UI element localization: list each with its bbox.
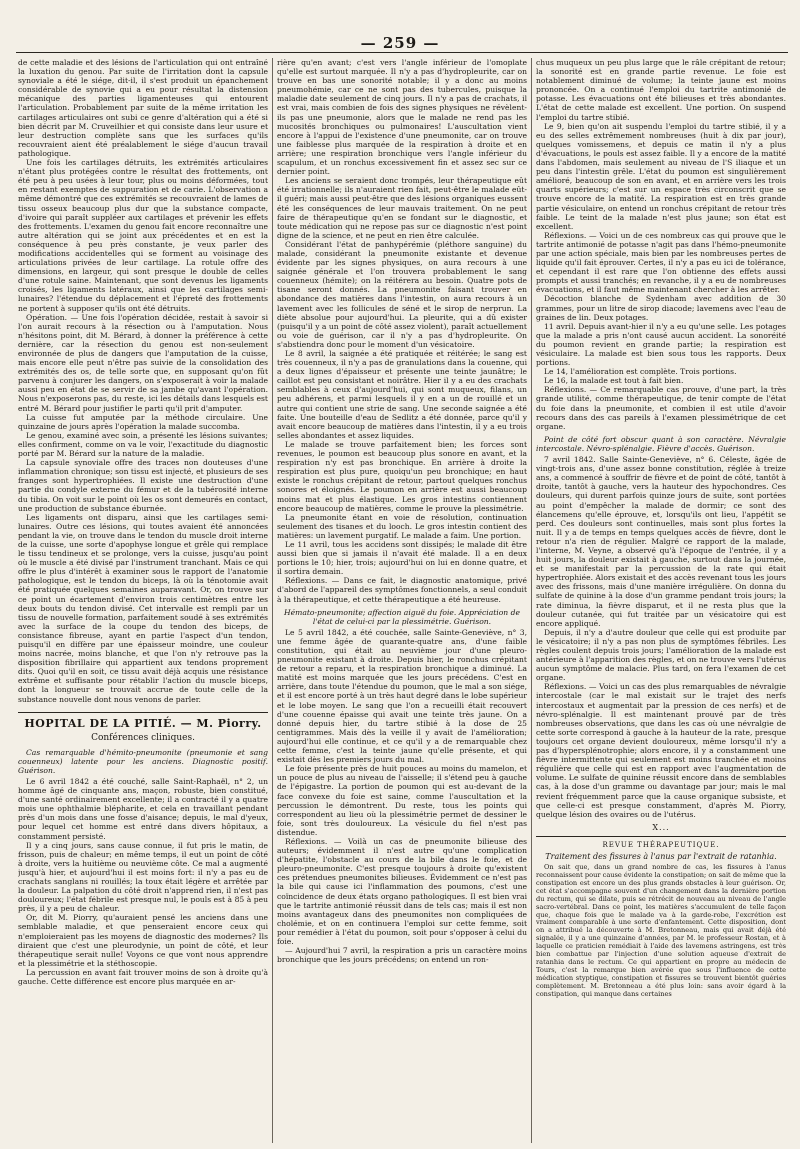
paragraph: La percussion en avant fait trouver moins de son à droite qu'à gauche. Cette différence est encore plus marquée en ar- (18, 967, 268, 986)
paragraph: de cette maladie et des lésions de l'articulation qui ont entraîné la luxation du genou. Par suite de l'irritation dont la capsule synoviale a été le siége, dit-il, il s'est produit un épanchement considérable de synovie qui a eu pour résultat la distension mécanique des parties ligamenteuses qui entourent l'articulation. Probablement par suite de la même irritation les cartilages articulaires ont subi ce genre d'altération qui a été si bien décrit par M. Cruveilhier et qui consiste dans leur usure et leur destruction complète sans que les surfaces qu'ils recouvraient aient été préalablement le siége d'aucun travail pathologique. (18, 58, 268, 158)
top-rule (16, 52, 788, 53)
paragraph: Les ligaments ont disparu, ainsi que les cartilages semi-lunaires. Outre ces lésions, qui toutes avaient été annoncées pendant la vie, on trouve dans le tendon du muscle droit interne de la cuisse, une sorte d'apophyse longue et grêle qui remplace le tissu tendineux et se prolonge, vers la cuisse, jusqu'au point où le muscle a été divisé par l'instrument tranchant. Mais ce qui offre le plus d'intérêt à examiner sous le rapport de l'anatomie pathologique, est le tendon du biceps, là où la ténotomie avait été pratiquée quelques semaines auparavant. Or, on trouve sur ce point un écartement d'environ trois centimètres entre les deux bouts du tendon divisé. Cet intervalle est rempli par un tissu de nouvelle formation, parfaitement soudé à ses extrémités avec la surface de la coupe du tendon des biceps, de consistance fibreuse, ayant en partie l'aspect d'un tendon, puisqu'il en diffère par une épaisseur moindre, une couleur moins nacrée, moins blanche, et que l'on n'y retrouve pas la disposition fibrillaire qui appartient aux tendons proprement dits. Quoi qu'il en soit, ce tissu avait déjà acquis une résistance extrême et suffisante pour rétablir l'action du muscle biceps, dont la longueur se trouvait accrue de toute celle de la substance nouvelle dont nous venons de parler. (18, 512, 268, 704)
column-left (18, 58, 268, 1143)
paragraph: Réflexions. — Dans ce fait, le diagnostic anatomique, privé d'abord de l'appareil des symptômes fonctionnels, a seul conduit à la thérapeutique, et cette thérapeutique a été heureuse. (277, 576, 527, 604)
paragraph: Le 9, bien qu'on ait suspendu l'emploi du tartre stibié, il y a eu des selles extrêmement nombreuses (huit à dix par jour), quelques vomissemens, et depuis ce matin il n'y a plus d'évacuations, le pouls est assez faible. Il y a encore de la matité dans l'abdomen, mais seulement au niveau de l'S iliaque et un peu dans l'intestin grêle. L'état du poumon est singulièrement amélioré, beaucoup de son en avant, et en arrière vers les trois quarts supérieurs; c'est sur un espace très circonscrit que se trouve encore de la matité. La respiration est en très grande partie vésiculaire, on entend un ronchus crépitant de retour très faible. Le teint de la malade n'est plus jaune; son état est excellent. (536, 121, 786, 231)
column-middle (277, 58, 527, 1143)
case-heading: Hémato-pneumonite; affection aiguë du foie. Appréciation de l'état de celui-ci par la plessimétrie. Guérison. (284, 607, 520, 626)
paragraph: Le 14, l'amélioration est complète. Trois portions. (544, 367, 737, 377)
paragraph: Considérant l'état de panhypérémie (pléthore sanguine) du malade, considérant la pneumonite existante et devenue évidente par les signes physiques, on aura recours à une saignée générale et l'on trouvera probablement le sang couenneux (hémite); on la réitérera au besoin. Quatre pots de tisane seront donnés. La pneumonite faisant trouver en abondance des matières dans l'intestin, on aura recours à un lavement avec les follicules de séné et le sirop de nerprun. La diète absolue pour aujourd'hui. La pleurite, qui a dû exister (puisqu'il y a un point de côté assez violent), paraît actuellement ou voie de guérison, car il n'y a pas d'hydropleurite. On s'abstiendra donc pour le moment d'un vésicatoire. (277, 239, 527, 349)
paragraph: Or, dit M. Piorry, qu'auraient pensé les anciens dans une semblable maladie, et que penseraient encore ceux qui n'emploieraient pas les moyens de diagnostic des modernes? Ils diraient que c'est une pleurodynie, un point de côté, et leur thérapeutique serait nulle! Voyons ce que vont nous apprendre et la plessimétrie et la stéthoscopie. (18, 913, 268, 968)
paragraph: Réflexions. — Voici un de ces nombreux cas qui prouve que le tartrite antimonié de potasse n'agit pas dans l'hémo-pneumonite par une action spéciale, mais bien par les nombreuses pertes de liquide qu'il fait éprouver. Certes, il n'y a pas eu ici de tolérance, et cependant il est rare que l'on obtienne des effets aussi prompts et aussi tranchés; en revanche, il y a eu de nombreuses évacuations, et il faut même maintenant chercher à les arrêter. (536, 230, 786, 295)
paragraph: Le foie présente près de huit pouces au moins du mamelon, et un pouce de plus au niveau de l'aisselle; il s'étend peu à gauche de l'épigastre. La portion de poumon qui est au-devant de la face convexe du foie est saine, comme l'auscultation et la percussion le démontrent. Du reste, tous les points qui correspondent au lieu où la plessimétrie permet de dessiner le foie, sont très douloureux. La vésicule du fiel n'est pas distendue. (277, 764, 527, 837)
paragraph: Réflexions. — Voici un cas des plus remarquables de névralgie intercostale (car le mal existait sur le trajet des nerfs intercostaux et augmentait par la pression de ces nerfs) et de névro-splénalgie. Il est maintenant prouvé par de très nombreuses observations, que dans les cas où une névralgie de cette sorte correspond à gauche à la hauteur de la rate, presque toujours cet organe devient douloureux, même lorsqu'il n'y a pas d'hypersplénotrophie; alors encore, il y a constamment une fièvre intermittente qui seulement est moins tranchée et moins régulière que celle qui est en rapport avec l'augmentation de volume. Le sulfate de quinine réussit encore dans de semblables cas, à la dose d'un gramme ou davantage par jour; mais le mal revient fréquemment parce que la cause organique subsiste, et que celle-ci est presque constamment, d'après M. Piorry, quelque lésion des ovaires ou de l'utérus. (536, 682, 786, 819)
paragraph: La capsule synoviale offre des traces non douteuses d'une inflammation chronique; son tissu est injecté, et plusieurs de ses franges sont hypertrophiées. Il existe une destruction d'une partie du condyle externe du fémur et de la tubérosité interne du tibia. On voit sur le point où les os sont demeurés en contact, une production de substance éburnée. (18, 458, 268, 513)
case-heading: Point de côté fort obscur quant à son caractère. Névralgie intercostale. Névro-splénalgie. Fièvre d'accès. Guérison. (536, 434, 786, 453)
paragraph: Le 5 avril 1842, a été couchée, salle Sainte-Geneviève, n° 3, une femme âgée de quarante-quatre ans, d'une faible constitution, qui était au neuvième jour d'une pleuro-pneumonite existant à droite. Depuis hier, le ronchus crépitant de retour a reparu, et la respiration bronchique a diminué. La matité est moins marquée que les jours précédens. C'est en arrière, dans toute l'étendue du poumon, que le mal a son siége, et il est encore porté à un très haut degré dans le lobe supérieur et le lobe moyen. Le sang que l'on a recueilli était recouvert d'une couenne épaisse qui avait une teinte très jaune. On a donné depuis hier, du tartre stibié à la dose de 25 centigrammes. Mais dès la veille il y avait de l'amélioration; aujourd'hui elle continue, et ce qu'il y a de remarquable chez cette femme, c'est la teinte jaune qu'elle présente, et qui existait dès les premiers jours du mal. (277, 627, 527, 765)
paragraph: Le genou, examiné avec soin, a présenté les lésions suivantes; elles confirment, comme on va le voir, l'exactitude du diagnostic porté par M. Bérard sur la nature de la maladie. (18, 430, 268, 459)
paragraph: Le 6 avril 1842 a été couché, salle Saint-Raphaël, n° 2, un homme âgé de cinquante ans, maçon, robuste, bien constitué, d'une santé ordinairement excellente; il a contracté il y a quatre mois une ophthalmie blépharite, et cela en travaillant pendant près d'un mois dans une fosse d'aisance; depuis, le mal d'yeux, pour lequel cet homme est entré dans divers hôpitaux, a constamment persisté. (18, 776, 268, 841)
paragraph: Depuis, il n'y a d'autre douleur que celle qui est produite par le vésicatoire; il n'y a pas non plus de symptômes fébriles. Les règles coulent depuis trois jours; l'amélioration de la malade est antérieure à l'apparition des règles, et on ne trouve vers l'utérus aucun symptôme de malacie. Plus tard, on fera l'examen de cet organe. (536, 627, 786, 683)
hospital-heading: HOPITAL DE LA PITIÉ. — M. Piorry. (18, 712, 268, 730)
paragraph: rière qu'en avant; c'est vers l'angle inférieur de l'omoplate qu'elle est surtout marquée. Il n'y a pas d'hydropleurite, car on trouve en bas une sonorité notable; il y a donc au moins pneumohémie, car ce ne sont pas des tubercules, puisque la maladie date seulement de cinq jours. Il n'y a pas de crachats, il est vrai, mais combien de fois des signes physiques ne révèlent-ils pas une pneumonie, alors que le malade ne rend pas les mucosités bronchiques ou pulmonaires! L'auscultation vient encore à l'appui de l'existence d'une pneumonite, car on trouve une faiblesse plus marquée de la respiration à droite et en arrière; une respiration bronchique vers l'angle inférieur du scapulum, et un ronchus excessivement fin et assez sec sur ce dernier point. (277, 58, 527, 177)
paragraph: Le malade se trouve parfaitement bien; les forces sont revenues, le poumon est beaucoup plus sonore en avant, et la respiration n'y est pas bronchique. En arrière à droite la respiration est plus pure, quoiqu'un peu bronchique; en haut existe le ronchus crépitant de retour, partout quelques ronchus sonores et éloignés. Le poumon en arrière est aussi beaucoup moins mat et plus élastique. Les gros intestins contiennent encore beaucoup de matières, comme le prouve la plessimétrie. (277, 439, 527, 513)
paragraph: Une fois les cartilages détruits, les extrémités articulaires n'étant plus protégées contre le résultat des frottements, ont été peu à peu usées à leur tour, plus ou moins déformées, tout en restant exemptes de suppuration et de carie. L'observation a même démontré que ces extrémités se recouvraient de lames de tissu osseux beaucoup plus dur que la substance compacte, d'ivoire qui paraît suppléer aux cartilages et prévenir les effets des frottements. L'examen du genou fait encore reconnaître une autre altération qui se joint aux précédentes et en est la conséquence à peu près constante, je veux parler des modifications accidentelles qui se forment au voisinage des articulations privées de leur cartilage. La rotule offre des dimensions, en largeur, qui sont presque le double de celles d'une rotule saine. Maintenant, que sont devenus les ligaments croisés, les ligaments latéraux, ainsi que les cartilages semi-lunaires? l'étendue du déplacement et l'épreté des frottements ne portent à supposer qu'ils ont été détruits. (18, 158, 268, 313)
paragraph: On sait que, dans un grand nombre de cas, les fissures à l'anus reconnaissent pour cause évidente la constipation; on sait de même que la constipation est encore un des plus grands obstacles à leur guérison. Or, cet état s'accompagne souvent d'un changement dans la dernière portion du rectum, qui se dilate, puis se rétrécit de nouveau au niveau de l'angle sacro-vertébral. Dans ce point, les matières s'accumulent de telle façon que, chaque fois que le malade va à la garde-robe, l'excrétion est vraiment comparable à une sorte d'enfantement. Cette disposition, dont on a attribué la découverte à M. Bretonneau, mais qui avait déjà été signalée, il y a une quinzaine d'années, par M. le professeur Rostan, et à laquelle ce praticien remédiait à l'aide des lavemens astringens, est très bien combattue par l'injection d'une solution aqueuse d'extrait de ratanhia dans le rectum. Ce qui appartient en propre au médecin de Tours, c'est la remarque bien avérée que sous l'influence de cette médication styptique, constipation et fissures se trouvent bientôt guéries complètement. M. Bretonneau a été plus loin: sans avoir égard à la constipation, qui manque dans certaines (536, 863, 786, 998)
paragraph: La cuisse fut amputée par la méthode circulaire. Une quinzaine de jours après l'opération la malade succomba. (18, 412, 268, 431)
paragraph: Réflexions. — Ce remarquable cas prouve, d'une part, la très grande utilité, comme thérapeutique, de tenir compte de l'état du foie dans la pneumonite, et combien il est utile d'avoir recours dans des cas pareils à l'examen plessimétrique de cet organe. (536, 385, 786, 431)
paragraph: Les anciens se seraient donc trompés, leur thérapeutique eût été irrationnelle; ils n'auraient rien fait, peut-être le malade eût-il guéri; mais aussi peut-être que des lésions organiques eussent été les conséquences de leur mauvais traitement. On ne peut faire de thérapeutique qu'en se fondant sur le diagnostic, et toute médication qui ne repose pas sur ce diagnostic n'est point digne de la science, et ne peut en rien être calculée. (277, 176, 527, 240)
paragraph: Opération. — Une fois l'opération décidée, restait à savoir si l'on aurait recours à la résection ou à l'amputation. Nous n'hésitons point, dit M. Bérard, à donner la préférence à cette dernière, car la résection du genou est non-seulement environnée de plus de dangers que l'amputation de la cuisse, mais encore elle peut n'être pas suivie de la consolidation des extrémités des os, de telle sorte que, en supposant qu'on fût parvenu à conjurer les dangers, on s'exposerait à voir la malade aussi peu en état de se servir de sa jambe qu'avant l'opération. Nous n'exposerons pas, du reste, ici les détails dans lesquels est entré M. Bérard pour justifier le parti qu'il prit d'amputer. (18, 312, 268, 413)
paragraph: Le 8 avril, la saignée a été pratiquée et réitérée; le sang est très couenneux, il n'y a pas de granulations dans la couenne, qui a deux lignes d'épaisseur et présente une teinte jaunâtre; le caillot est peu consistant et noirâtre. Hier il y a eu des crachats semblables à ceux d'aujourd'hui, qui sont muqueux, filans, un peu adhérens, et parmi lesquels il y en a un de rouillé et un autre qui contient une strie de sang. Une seconde saignée a été faite. Une bouteille d'eau de Sedlitz a été donnée, parce qu'il y avait encore beaucoup de matières dans l'intestin, il y a eu trois selles abondantes et assez liquides. (277, 349, 527, 440)
conferences-heading: Conférences cliniques. (91, 732, 195, 743)
revue-heading: REVUE THÉRAPEUTIQUE. (536, 836, 786, 850)
column-separator (531, 58, 532, 1143)
signature: X... (652, 822, 670, 832)
paragraph: Le 16, la malade est tout à fait bien. (544, 376, 684, 386)
paragraph: La pneumonite étant en voie de résolution, continuation seulement des tisanes et du looch. Le gros intestin contient des matières: un lavement purgatif. Le malade a faim. Une portion. (277, 512, 527, 540)
page-number: — 259 — (360, 34, 440, 52)
paragraph: Décoction blanche de Sydenham avec addition de 30 grammes, pour un litre de sirop diacode; lavemens avec l'eau de graines de lin. Deux potages. (536, 294, 786, 322)
paragraph: Le 11 avril, tous les accidens sont dissipés; le malade dit être aussi bien que si jamais il n'avait été malade. Il a en deux portions le 10; hier, trois; aujourd'hui on lui en donne quatre, et il sortira demain. (277, 539, 527, 577)
paragraph: — Aujourd'hui 7 avril, la respiration a pris un caractère moins bronchique que les jours précédens; on entend un ron- (277, 946, 527, 965)
paragraph: 11 avril. Depuis avant-hier il n'y a eu qu'une selle. Les potages que la malade a pris n'ont causé aucun accident. La sonoréité du poumon revient en grande partie; la respiration est vésiculaire. La malade est bien sous tous les rapports. Deux portions. (536, 321, 786, 368)
paragraph: 7 avril 1842. Salle Sainte-Geneviève, n° 6. Céleste, âgée de vingt-trois ans, d'une assez bonne constitution, réglée à treize ans, a commencé à souffrir de fièvre et de point de côté, tantôt à droite, tantôt à gauche, vers la hauteur des hypochondres. Ces douleurs, qui durent parfois quinze jours de suite, sont portées au point d'empêcher la malade de dormir; ce sont des élancemens qu'elle éprouve, et, lorsqu'ils ont lieu, l'appétit se perd. Ces douleurs sont continuelles, mais sont plus fortes la nuit. Il y a de temps en temps quelques accès de fièvre, dont le retour n'a rien de régulier. Malgré ce rapport de la malade, l'interne, M. Veyne, a observé qu'à l'époque de l'entrée, il y a huit jours, la douleur existait à gauche, surtout dans la journée, et se manifestait par la percussion de la rate qui était hypertrophiée. Alors existait et des accès revenant tous les jours avec des frissons, mais d'une manière irrégulière. On donna du sulfate de quinine à la dose d'un gramme pendant trois jours; la rate diminua, la fièvre disparut, et il ne resta plus que la douleur cutanée, qui fut traitée par un vésicatoire qui est encore appliqué. (536, 455, 786, 628)
revue-subheading: Traitement des fissures à l'anus par l'extrait de ratanhia. (545, 851, 777, 861)
paragraph: Il y a cinq jours, sans cause connue, il fut pris le matin, de frisson, puis de chaleur; en même temps, il eut un point de côté à droite, vers la huitième ou neuvième côte. Ce mal a augmenté jusqu'à hier, et aujourd'hui il est moins fort: il n'y a pas eu de crachats sanglans ni rouillés; la toux était légère et arrêtée par la douleur. La palpation du côté droit n'apprend rien, il n'est pas douloureux; l'état fébrile est presque nul, le pouls est à 85 à peu près, il y a peu de chaleur. (18, 840, 268, 914)
column-separator (272, 58, 273, 1143)
case-heading: Cas remarquable d'hémito-pneumonite (pneumonie et sang couenneux) latente pour les anciens. Diagnostic positif. Guérison. (18, 747, 268, 775)
paragraph: Réflexions. — Voilà un cas de pneumonite bilieuse des auteurs; évidemment il n'est autre qu'une complication d'hépatite, l'obstacle au cours de la bile dans le foie, et de pleuro-pneumonite. C'est presque toujours à droite qu'existent ces prétendues pneumonites bilieuses. Évidemment ce n'est pas la bile qui cause ici l'inflammation des poumons, c'est une coïncidence de deux états organo pathologiques. Il est bien vrai que le tartrite antimonié réussit dans de tels cas; mais il est non moins avantageux dans des pneumonites non compliquées de cholémie, et on en continuera l'emploi sur cette femme, soit pour remédier à l'état du poumon, soit pour s'opposer à celui du foie. (277, 836, 527, 946)
paragraph: chus muqueux un peu plus large que le râle crépitant de retour; la sonorité est en grande partie revenue. Le foie est notablement diminué de volume; la teinte jaune est moins prononcée. On a continué l'emploi du tartrite antimonié de potasse. Les évacuations ont été bilieuses et très abondantes. L'état de cette malade est excellent. Une portion. On suspend l'emploi du tartre stibié. (536, 58, 786, 122)
column-right (536, 58, 786, 1143)
